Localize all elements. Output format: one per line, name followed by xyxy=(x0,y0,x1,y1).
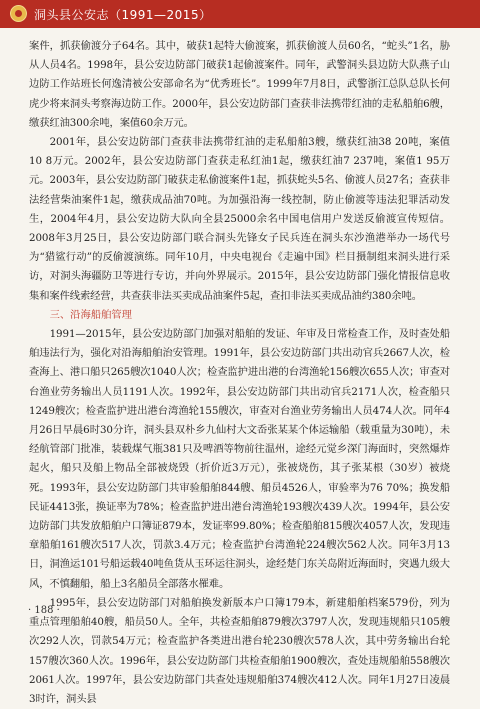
paragraph-1995: 1995年，县公安边防部门对船舶换发新版本户口簿179本，新建船舶档案579份，列为重点管理船舶40艘，船员50人。全年，共检查船舶879艘次3797人次，发现违规船只105艘次292人次，罚款54万元；检查监护各类进出港台轮230艘次578人次，其中劳务输出台轮157艘次360人次。1996年，县公安边防部门共检查船舶1900艘次，查处违规船舶558艘次2061人次。1997年，县公安边防部门共查处违规船舶374艘次412人次。同年1月27日凌晨3时许，洞头县 xyxy=(29,596,450,705)
paragraph-continued: 案件，抓获偷渡分子64名。其中，破获1起特大偷渡案，抓获偷渡人员60名，“蛇头”1名，胁从人员4名。1998年，县公安边防部门破获1起偷渡案件。同年，武警洞头县边防大队燕子山边防工作站班长何逸清被公安部命名为“优秀班长”。1999年7月8日，武警浙江总队总队长何虎少将来洞头考察海边防工作。2000年，县公安边防部门查获非法携带红油的走私船舶6艘，缴获红油300余吨，案值60余万元。 xyxy=(29,40,450,129)
paragraph-ship-management: 1991—2015年，县公安边防部门加强对船舶的发证、年审及日常检查工作，及时查处船舶违法行为，强化对沿海船舶治安管理。1991年，县公安边防部门共出动官兵2667人次，检查海上、港口船只265艘次1040人次；检查监护进出港的台湾渔轮156艘次655人次；审查对台渔业劳务输出人员1191人次。1992年，县公安边防部门共出动官兵2171人次，检查船只1249艘次；检查监护进出港台湾渔轮155艘次，审查对台渔业劳务输出人员474人次。同年4月26日早晨6时30分许，洞头县双朴乡九仙村大文岙张某某个体运输船（载重量为30吨），未经航管部门批准，装载煤气瓶381只及啤酒等物前往温州，途经元觉乡深门海面时，突然爆炸起火，船只及船上物品全部被烧毁（折价近3万元），张被烧伤，其子张某根（30岁）被烧死。1993年，县公安边防部门共审验船舶844艘、船员4526人，审验率为76 70%；换发船民证4413张，换证率为78%；检查监护进出港台湾渔轮193艘次439人次。1994年，县公安边防部门共发放船舶户口簿证879本，发证率99.80%；检查船舶815艘次4057人次，发现违章船舶161艘次517人次，罚款3.4万元；检查监护台湾渔轮224艘次562人次。同年3月13日，洞渔运101号船运载40吨鱼货从玉环运往洞头，途经楚门东关岛附近海面时，突遇九级大风，不慎翻船，船上3名船员全部落水罹难。 xyxy=(29,328,450,590)
page-number: · 188 · xyxy=(28,605,60,616)
page-body xyxy=(29,37,450,709)
header-bar xyxy=(0,0,480,28)
police-emblem-icon xyxy=(10,5,27,22)
paragraph-2001: 2001年，县公安边防部门查获非法携带红油的走私船舶3艘，缴获红油38 20吨，案值10 8万元。2002年，县公安边防部门查获走私红油1起，缴获红油7 237吨，案值1 95万元。2003年，县公安边防部门破获走私偷渡案件1起，抓获蛇头5名、偷渡人员27名；查获非法经营柴油案件1起，缴获成品油70吨。为加强沿海一线控制，防止偷渡等违法犯罪活动发生，2004年4月，县公安边防大队向全县25000余名中国电信用户发送反偷渡宣传短信。2008年3月25日，县公安边防部门联合洞头先锋女子民兵连在洞头东沙渔港举办一场代号为“猎鲨行动”的反偷渡演练。同年10月，中央电视台《走遍中国》栏目摄制组来洞头进行采访，对洞头海疆防卫等进行专访，并向外界展示。2015年，县公安边防部门强化情报信息收集和案件线索经营，共查获非法买卖成品油案件5起，查扣非法买卖成品油约380余吨。 xyxy=(29,136,450,302)
section-heading: 三、沿海船舶管理 xyxy=(49,308,132,321)
book-title: 洞头县公安志（1991—2015） xyxy=(34,8,212,22)
